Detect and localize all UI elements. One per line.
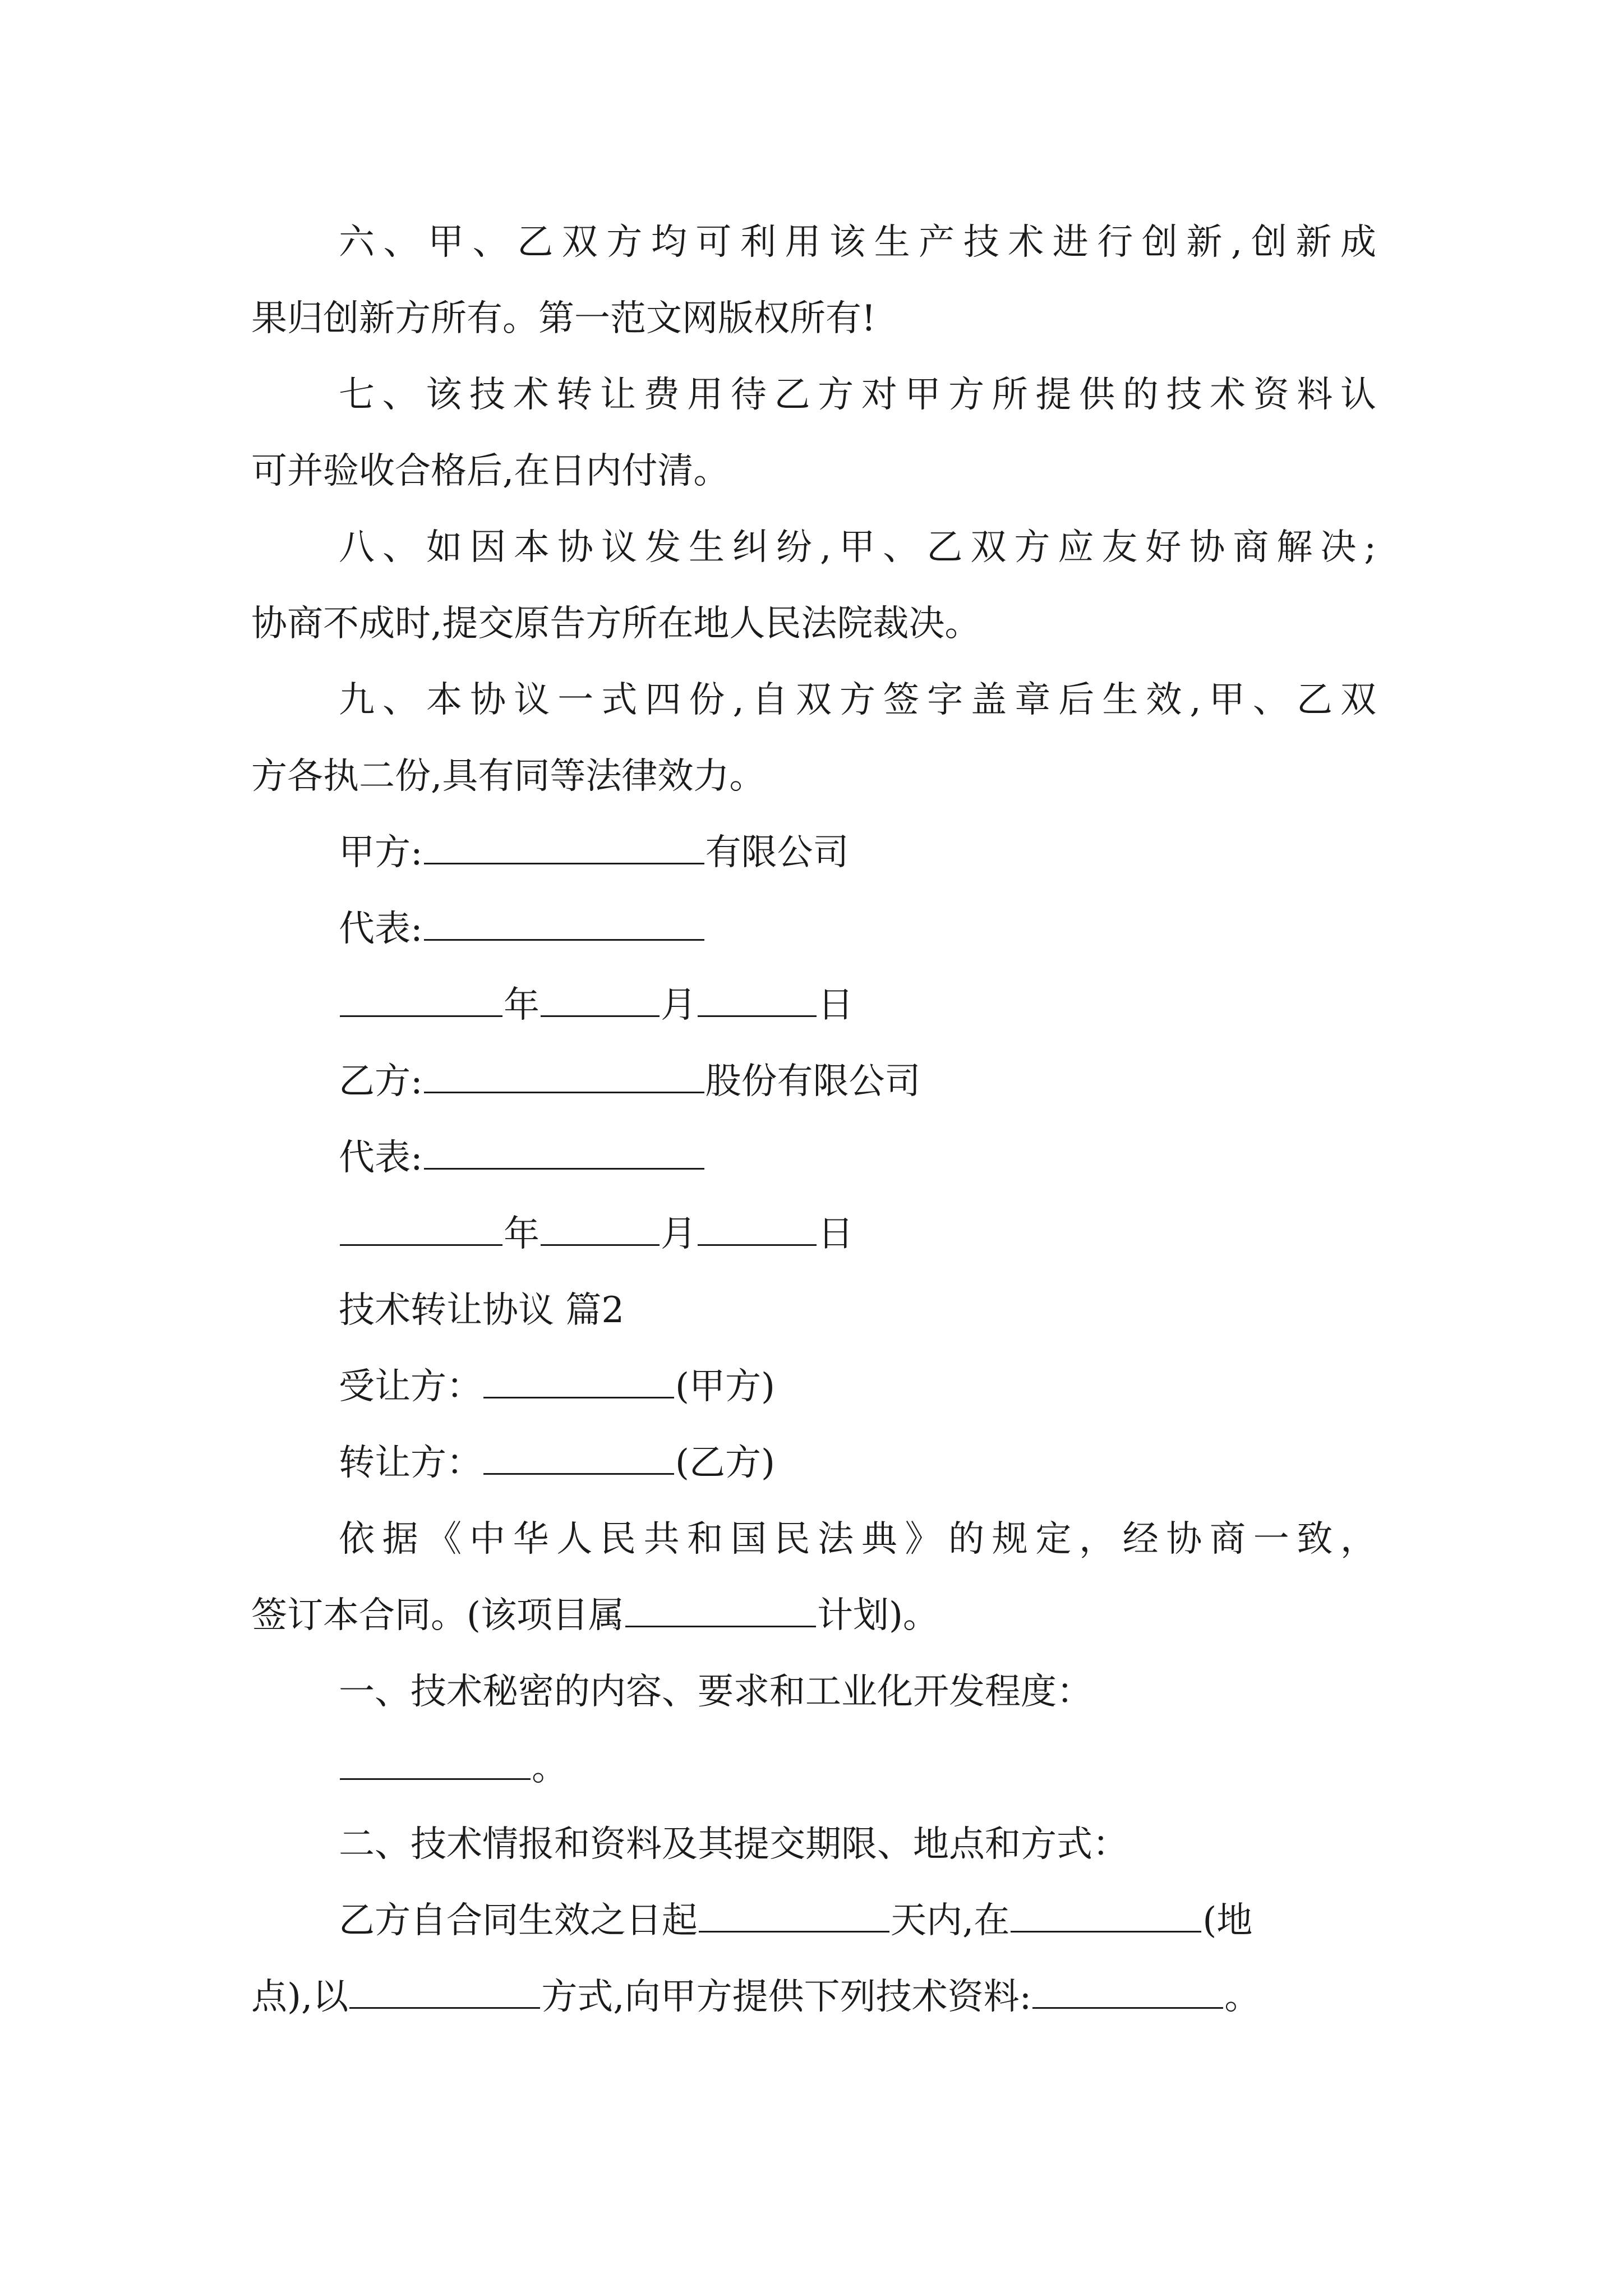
- section-2-line-1: [339, 1898, 1376, 1943]
- materials-blank: [1032, 1976, 1223, 2009]
- party-a-suffix: 有限公司: [705, 832, 849, 873]
- clause-8-line-1: 八、如因本协议发生纠纷,甲、乙双方应友好协商解决;: [339, 527, 1376, 568]
- year-blank: [340, 984, 502, 1017]
- plan-blank: [625, 1594, 816, 1627]
- party-b-date-line: [339, 1212, 1376, 1257]
- section-2-text-a: 乙方自合同生效之日起: [339, 1900, 698, 1941]
- party-b-line: [339, 1059, 1376, 1104]
- month-blank: [541, 1213, 660, 1246]
- transferor-label: 转让方：: [339, 1442, 482, 1484]
- place-blank: [1011, 1899, 1201, 1932]
- section-2-title: 二、技术情报和资料及其提交期限、地点和方式：: [339, 1824, 1128, 1865]
- clause-7-line-2: 可并验收合格后,在日内付清。: [251, 450, 730, 492]
- year-label: 年: [504, 984, 540, 1026]
- party-b-rep-line: [339, 1135, 1376, 1180]
- month-label: 月: [661, 1213, 697, 1255]
- section-title: 技术转让协议 篇2: [339, 1290, 625, 1331]
- party-b-name-blank: [424, 1060, 704, 1093]
- party-a-rep-line: [339, 907, 1376, 951]
- year-blank: [340, 1213, 502, 1246]
- transferee-suffix: (甲方): [675, 1366, 775, 1407]
- year-label: 年: [504, 1213, 540, 1255]
- clause-7-line-1: 七、该技术转让费用待乙方对甲方所提供的技术资料认: [339, 374, 1376, 416]
- section-1-title: 一、技术秘密的内容、要求和工业化开发程度：: [339, 1671, 1092, 1713]
- transferee-label: 受让方：: [339, 1366, 482, 1407]
- month-blank: [541, 984, 660, 1017]
- day-blank: [698, 984, 817, 1017]
- basis-text-b: 计划)。: [817, 1595, 939, 1636]
- section-2-text-e: 方式,向甲方提供下列技术资料:: [541, 1976, 1032, 2018]
- rep-label: 代表:: [339, 1137, 423, 1179]
- month-label: 月: [661, 984, 697, 1026]
- day-label: 日: [818, 1213, 854, 1255]
- party-a-rep-blank: [424, 908, 704, 941]
- basis-line-2: [251, 1593, 1376, 1638]
- party-b-suffix: 股份有限公司: [705, 1061, 921, 1102]
- party-a-date-line: [339, 983, 1376, 1028]
- transferee-line: [339, 1364, 1376, 1409]
- section-2-text-b: 天内,在: [891, 1900, 1010, 1941]
- section-1-end: 。: [532, 1747, 568, 1789]
- clause-6-line-2: 果归创新方所有。第一范文网版权所有!: [251, 298, 876, 339]
- clause-9-line-1: 九、本协议一式四份,自双方签字盖章后生效,甲、乙双: [339, 679, 1376, 721]
- party-b-rep-blank: [424, 1137, 704, 1170]
- transferor-blank: [483, 1442, 674, 1475]
- rep-label: 代表:: [339, 908, 423, 950]
- days-blank: [699, 1899, 889, 1932]
- party-a-name-blank: [424, 831, 704, 864]
- clause-8-line-2: 协商不成时,提交原告方所在地人民法院裁决。: [251, 603, 981, 645]
- party-a-line: [339, 830, 1376, 875]
- day-label: 日: [818, 984, 854, 1026]
- transferor-line: [339, 1441, 1376, 1485]
- section-2-text-f: 。: [1224, 1976, 1261, 2018]
- section-1-content-line: [339, 1746, 1376, 1791]
- transferee-blank: [483, 1365, 674, 1398]
- party-b-label: 乙方:: [339, 1061, 423, 1102]
- method-blank: [349, 1976, 540, 2009]
- basis-text-a: 签订本合同。(该项目属: [251, 1595, 624, 1636]
- section-2-line-2: [251, 1975, 1376, 2019]
- section-2-text-c: (地: [1202, 1900, 1253, 1941]
- transferor-suffix: (乙方): [675, 1442, 775, 1484]
- party-a-label: 甲方:: [339, 832, 423, 873]
- section-2-text-d: 点),以: [251, 1976, 349, 2018]
- basis-line-1: 依据《中华人民共和国民法典》的规定，经协商一致，: [339, 1519, 1376, 1560]
- day-blank: [698, 1213, 817, 1246]
- clause-9-line-2: 方各执二份,具有同等法律效力。: [251, 756, 766, 797]
- section-1-blank: [340, 1747, 531, 1780]
- clause-6-line-1: 六、甲、乙双方均可利用该生产技术进行创新,创新成: [339, 222, 1376, 263]
